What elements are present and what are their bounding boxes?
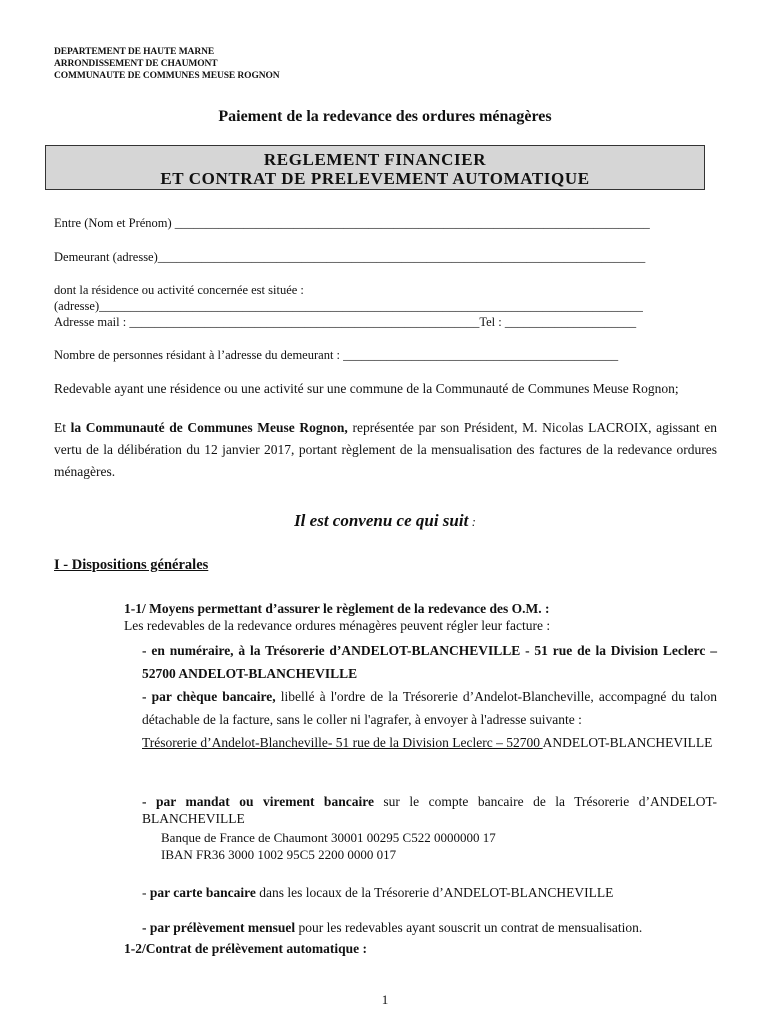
payment-card-label: par carte bancaire xyxy=(149,885,256,900)
bank-details-iban: IBAN FR36 3000 1002 95C5 2200 0000 017 xyxy=(161,847,397,862)
intro-communaute-paragraph xyxy=(54,417,717,483)
convenu-colon: : xyxy=(468,514,476,529)
subsection-1-1-text: Les redevables de la redevance ordures ménagères peuvent régler leur facture : xyxy=(124,618,551,633)
contract-title-box xyxy=(45,145,705,190)
field-residence-address[interactable]: (adresse)_______________________________________________________________________________________ xyxy=(54,299,643,313)
intro-communaute-name: la Communauté de Communes Meuse Rognon, xyxy=(70,420,348,435)
payment-direct-debit-label: - par prélèvement mensuel xyxy=(142,920,296,935)
convenu-heading xyxy=(0,511,770,531)
field-address[interactable]: Demeurant (adresse)______________________________________________________________________________ xyxy=(54,250,646,264)
payment-card-item xyxy=(142,881,717,904)
intro-prefix: Et xyxy=(54,420,71,435)
field-email-phone[interactable]: Adresse mail : ________________________________________________________Tel : _____________________ xyxy=(54,315,637,329)
convenu-text: Il est convenu ce qui suit xyxy=(294,511,469,530)
field-household-count[interactable]: Nombre de personnes résidant à l’adresse du demeurant : ____________________________________________ xyxy=(54,348,619,362)
intro-redevable-paragraph: Redevable ayant une résidence ou une activité sur une commune de la Communauté de Communes Meuse Rognon; xyxy=(54,381,679,396)
field-name[interactable]: Entre (Nom et Prénom) ____________________________________________________________________________ xyxy=(54,216,650,230)
payment-direct-debit-text: pour les redevables ayant souscrit un contrat de mensualisation. xyxy=(295,920,643,935)
payment-cheque-address-end: ANDELOT-BLANCHEVILLE xyxy=(542,735,713,750)
payment-direct-debit-item xyxy=(142,916,717,939)
bank-details-line1: Banque de France de Chaumont 30001 00295 C522 0000000 17 xyxy=(161,830,496,845)
payment-cheque-item xyxy=(142,685,717,754)
payment-cheque-text: libellé à l'ordre de la Trésorerie d’Andelot-Blancheville, accompagné du talon détachable de la facture, sans le coller ni l'agrafer, à envoyer à l'adresse suivante : xyxy=(142,689,717,727)
contract-title-line1: REGLEMENT FINANCIER xyxy=(263,150,487,169)
section-1-title: I - Dispositions générales xyxy=(54,557,209,573)
header-communaute: COMMUNAUTE DE COMMUNES MEUSE ROGNON xyxy=(54,71,280,81)
subsection-1-1-title: 1-1/ Moyens permettant d’assurer le règlement de la redevance des O.M. : xyxy=(124,601,550,616)
intro-communaute-rest: représentée par son Président, M. Nicolas LACROIX, agissant en vertu de la délibération du 12 janvier 2017, portant règlement de la mensualisation des factures de la redevance ordures ménagères. xyxy=(54,420,717,479)
payment-card-prefix: - xyxy=(142,885,150,900)
payment-transfer-item xyxy=(142,793,717,827)
field-residence-label: dont la résidence ou activité concernée est située : xyxy=(54,283,304,297)
contract-title-line2: ET CONTRAT DE PRELEVEMENT AUTOMATIQUE xyxy=(160,169,590,188)
payment-transfer-label: - par mandat ou virement bancaire xyxy=(142,794,374,809)
payment-cheque-address: Trésorerie d’Andelot-Blancheville- 51 rue de la Division Leclerc – 52700 xyxy=(142,735,543,750)
payment-cash-item: - en numéraire, à la Trésorerie d’ANDELOT-BLANCHEVILLE - 51 rue de la Division Leclerc – 52700 ANDELOT-BLANCHEVILLE xyxy=(142,643,717,681)
payment-card-text: dans les locaux de la Trésorerie d’ANDELOT-BLANCHEVILLE xyxy=(255,885,614,900)
page-title: Paiement de la redevance des ordures ménagères xyxy=(218,108,552,125)
page-number: 1 xyxy=(381,992,389,1007)
payment-transfer-text: sur le compte bancaire de la Trésorerie d’ANDELOT-BLANCHEVILLE xyxy=(142,794,717,826)
payment-cheque-label: - par chèque bancaire, xyxy=(142,689,276,704)
subsection-1-2-title: 1-2/Contrat de prélèvement automatique : xyxy=(124,941,367,956)
header-arrondissement: ARRONDISSEMENT DE CHAUMONT xyxy=(54,59,218,69)
header-department: DEPARTEMENT DE HAUTE MARNE xyxy=(54,47,215,57)
